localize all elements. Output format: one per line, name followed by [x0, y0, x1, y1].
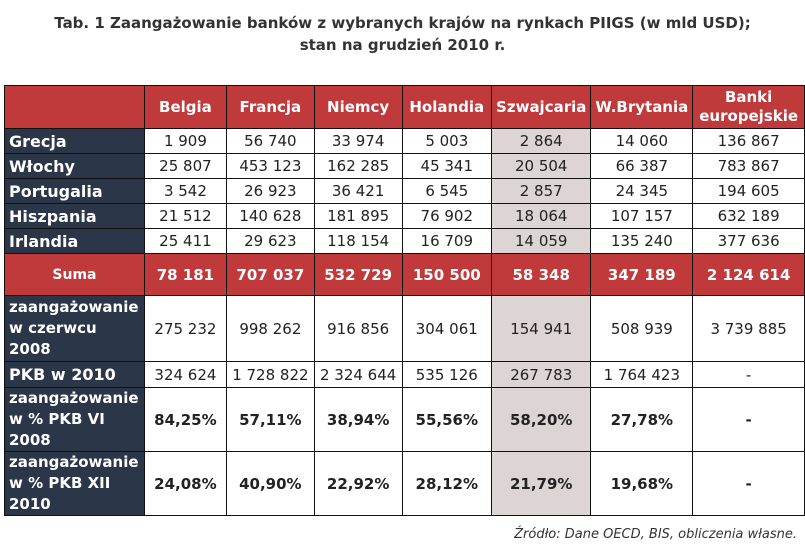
table-cell: 38,94%: [314, 388, 402, 452]
table-cell: 783 867: [693, 154, 805, 179]
table-cell: 27,78%: [591, 388, 693, 452]
table-cell: 58,20%: [492, 388, 591, 452]
table-cell: 14 060: [591, 129, 693, 154]
table-cell: 162 285: [314, 154, 402, 179]
table-cell: 22,92%: [314, 452, 402, 516]
table-cell: 26 923: [226, 179, 314, 204]
table-cell: 532 729: [314, 254, 402, 296]
sum-row: [5, 254, 805, 296]
table-cell: 135 240: [591, 229, 693, 254]
table-cell: 1 728 822: [226, 362, 314, 388]
table-cell: 33 974: [314, 129, 402, 154]
row-label: zaangażowanie w % PKB XII 2010: [5, 452, 145, 516]
data-table: [4, 85, 805, 516]
table-cell: 377 636: [693, 229, 805, 254]
sum-rows: [5, 254, 805, 296]
col-header-belgia: Belgia: [144, 86, 226, 129]
col-header-francja: Francja: [226, 86, 314, 129]
table-cell: 3 542: [144, 179, 226, 204]
country-rows: [5, 129, 805, 254]
row-label: Irlandia: [5, 229, 145, 254]
table-cell: 2 864: [492, 129, 591, 154]
table-cell: 453 123: [226, 154, 314, 179]
col-header-niemcy: Niemcy: [314, 86, 402, 129]
extra-rows: [5, 296, 805, 516]
table-cell: 40,90%: [226, 452, 314, 516]
table-cell: 181 895: [314, 204, 402, 229]
table-cell: 19,68%: [591, 452, 693, 516]
row-label: Hiszpania: [5, 204, 145, 229]
table-cell: 76 902: [402, 204, 492, 229]
table-row: [5, 296, 805, 362]
table-cell: 150 500: [402, 254, 492, 296]
table-cell: 194 605: [693, 179, 805, 204]
header-row: [5, 86, 805, 129]
table-cell: 25 411: [144, 229, 226, 254]
table-cell: 18 064: [492, 204, 591, 229]
table-cell: 20 504: [492, 154, 591, 179]
table-cell: 535 126: [402, 362, 492, 388]
table-row: [5, 179, 805, 204]
col-header-szwajcaria: Szwajcaria: [492, 86, 591, 129]
table-cell: 57,11%: [226, 388, 314, 452]
col-header-banki-europejskie: Banki europejskie: [693, 86, 805, 129]
table-cell: 998 262: [226, 296, 314, 362]
table-cell: 2 857: [492, 179, 591, 204]
table-cell: 118 154: [314, 229, 402, 254]
table-cell: 25 807: [144, 154, 226, 179]
table-row: [5, 388, 805, 452]
table-cell: 267 783: [492, 362, 591, 388]
row-label: zaangażowanie w % PKB VI 2008: [5, 388, 145, 452]
col-header-wbrytania: W.Brytania: [591, 86, 693, 129]
table-cell: 304 061: [402, 296, 492, 362]
table-cell: 24,08%: [144, 452, 226, 516]
table-row: [5, 452, 805, 516]
table-title-line1: Tab. 1 Zaangażowanie banków z wybranych krajów na rynkach PIIGS (w mld USD);: [54, 14, 751, 32]
table-cell: 28,12%: [402, 452, 492, 516]
table-cell: 29 623: [226, 229, 314, 254]
table-cell: 36 421: [314, 179, 402, 204]
table-cell: 5 003: [402, 129, 492, 154]
table-cell: -: [693, 388, 805, 452]
table-cell: 154 941: [492, 296, 591, 362]
table-cell: 107 157: [591, 204, 693, 229]
table-cell: 707 037: [226, 254, 314, 296]
table-cell: 3 739 885: [693, 296, 805, 362]
row-label: PKB w 2010: [5, 362, 145, 388]
row-label: zaangażowanie w czerwcu 2008: [5, 296, 145, 362]
table-cell: 66 387: [591, 154, 693, 179]
table-cell: 55,56%: [402, 388, 492, 452]
table-row: [5, 204, 805, 229]
table-cell: 2 324 644: [314, 362, 402, 388]
header-corner: [5, 86, 145, 129]
table-cell: 2 124 614: [693, 254, 805, 296]
table-cell: 56 740: [226, 129, 314, 154]
table-cell: 16 709: [402, 229, 492, 254]
table-cell: -: [693, 362, 805, 388]
table-cell: 347 189: [591, 254, 693, 296]
row-label: Grecja: [5, 129, 145, 154]
table-cell: 45 341: [402, 154, 492, 179]
table-cell: 58 348: [492, 254, 591, 296]
table-cell: 14 059: [492, 229, 591, 254]
row-label: Suma: [5, 254, 145, 296]
table-cell: 632 189: [693, 204, 805, 229]
row-label: Włochy: [5, 154, 145, 179]
table-cell: 84,25%: [144, 388, 226, 452]
table-cell: 1 764 423: [591, 362, 693, 388]
table-cell: 508 939: [591, 296, 693, 362]
table-cell: 324 624: [144, 362, 226, 388]
table-cell: -: [693, 452, 805, 516]
table-cell: 21 512: [144, 204, 226, 229]
source-note: Źródło: Dane OECD, BIS, obliczenia własne.: [514, 527, 797, 542]
table-cell: 916 856: [314, 296, 402, 362]
table-row: [5, 129, 805, 154]
table-row: [5, 229, 805, 254]
col-header-holandia: Holandia: [402, 86, 492, 129]
table-row: [5, 154, 805, 179]
table-cell: 136 867: [693, 129, 805, 154]
table-cell: 140 628: [226, 204, 314, 229]
table-cell: 21,79%: [492, 452, 591, 516]
table-cell: 275 232: [144, 296, 226, 362]
table-row: [5, 362, 805, 388]
table-cell: 1 909: [144, 129, 226, 154]
table-title-line2: stan na grudzień 2010 r.: [299, 36, 506, 54]
table-cell: 6 545: [402, 179, 492, 204]
row-label: Portugalia: [5, 179, 145, 204]
table-cell: 78 181: [144, 254, 226, 296]
table-cell: 24 345: [591, 179, 693, 204]
